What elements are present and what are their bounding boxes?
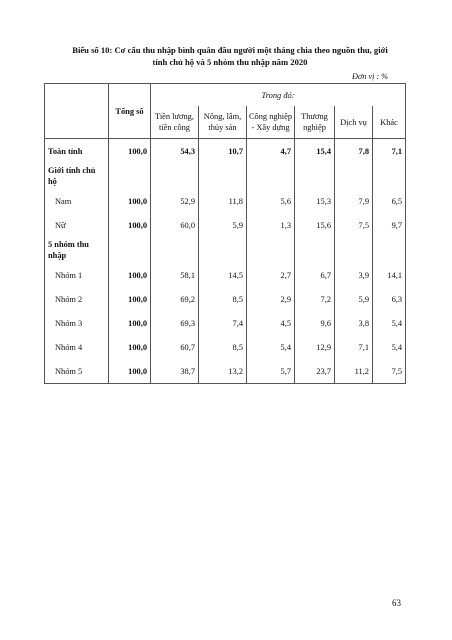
page-number: 63 (392, 598, 401, 608)
cell: 5,4 (373, 311, 406, 335)
cell: 3,8 (335, 311, 373, 335)
cell: 6,7 (295, 263, 335, 287)
table-row (45, 213, 406, 237)
row-label: Nhóm 2 (45, 287, 109, 311)
row-label: Nhóm 1 (45, 263, 109, 287)
row-label: Nhóm 4 (45, 335, 109, 359)
table-row (45, 335, 406, 359)
cell: 4,7 (247, 139, 295, 164)
cell: 2,7 (247, 263, 295, 287)
col-header-trade: Thương nghiệp (295, 106, 335, 139)
cell: 69,3 (151, 311, 199, 335)
cell: 100,0 (109, 335, 151, 359)
cell: 10,7 (199, 139, 247, 164)
col-header-other: Khác (373, 106, 406, 139)
table-row (45, 263, 406, 287)
cell: 7,1 (373, 139, 406, 164)
cell: 100,0 (109, 287, 151, 311)
cell: 11,8 (199, 189, 247, 213)
row-label-header (45, 84, 109, 139)
cell: 100,0 (109, 213, 151, 237)
cell: 6,3 (373, 287, 406, 311)
row-label: Toàn tỉnh (45, 139, 109, 164)
cell: 5,4 (247, 335, 295, 359)
cell: 5,6 (247, 189, 295, 213)
cell: 7,2 (295, 287, 335, 311)
table-row (45, 287, 406, 311)
table-row (45, 189, 406, 213)
cell: 15,6 (295, 213, 335, 237)
cell: 8,5 (199, 335, 247, 359)
cell: 6,5 (373, 189, 406, 213)
section-label: 5 nhóm thu nhập (45, 237, 109, 263)
cell: 7,5 (373, 359, 406, 384)
table-section-income-groups (45, 237, 406, 263)
cell: 13,2 (199, 359, 247, 384)
cell: 4,5 (247, 311, 295, 335)
group-header: Trong đó: (151, 84, 406, 107)
table-row-province (45, 139, 406, 164)
cell: 100,0 (109, 139, 151, 164)
cell: 11,2 (335, 359, 373, 384)
cell: 3,9 (335, 263, 373, 287)
cell: 52,9 (151, 189, 199, 213)
table-row (45, 359, 406, 384)
col-header-industry: Công nghiệp - Xây dựng (247, 106, 295, 139)
cell: 69,2 (151, 287, 199, 311)
cell: 100,0 (109, 189, 151, 213)
row-label: Nữ (45, 213, 109, 237)
cell: 100,0 (109, 359, 151, 384)
cell: 7,8 (335, 139, 373, 164)
cell: 5,7 (247, 359, 295, 384)
cell: 12,9 (295, 335, 335, 359)
col-header-agriculture: Nông, lâm, thủy sản (199, 106, 247, 139)
cell: 5,9 (199, 213, 247, 237)
cell: 60,0 (151, 213, 199, 237)
table-section-gender (45, 163, 406, 189)
cell: 100,0 (109, 311, 151, 335)
cell: 54,3 (151, 139, 199, 164)
cell: 14,5 (199, 263, 247, 287)
cell: 100,0 (109, 263, 151, 287)
income-structure-table (44, 83, 406, 384)
cell: 7,4 (199, 311, 247, 335)
cell: 38,7 (151, 359, 199, 384)
row-label: Nhóm 3 (45, 311, 109, 335)
col-header-services: Dịch vụ (335, 106, 373, 139)
col-header-wages: Tiền lương, tiền công (151, 106, 199, 139)
cell: 7,9 (335, 189, 373, 213)
cell: 7,5 (335, 213, 373, 237)
unit-label: Đơn vị : % (352, 72, 388, 81)
cell: 60,7 (151, 335, 199, 359)
table-title: Biểu số 10: Cơ cấu thu nhập bình quân đầu người một tháng chia theo nguồn thu, giới tính chủ hộ và 5 nhóm thu nhập năm 2020 (72, 45, 388, 67)
cell: 23,7 (295, 359, 335, 384)
cell: 15,3 (295, 189, 335, 213)
cell: 7,1 (335, 335, 373, 359)
cell: 58,1 (151, 263, 199, 287)
cell: 5,4 (373, 335, 406, 359)
cell: 1,3 (247, 213, 295, 237)
cell: 5,9 (335, 287, 373, 311)
total-header: Tổng số (109, 84, 151, 139)
row-label: Nhóm 5 (45, 359, 109, 384)
cell: 8,5 (199, 287, 247, 311)
cell: 14,1 (373, 263, 406, 287)
cell: 2,9 (247, 287, 295, 311)
cell: 9,7 (373, 213, 406, 237)
table-row (45, 311, 406, 335)
section-label: Giới tính chủ hộ (45, 163, 109, 189)
row-label: Nam (45, 189, 109, 213)
cell: 15,4 (295, 139, 335, 164)
cell: 9,6 (295, 311, 335, 335)
